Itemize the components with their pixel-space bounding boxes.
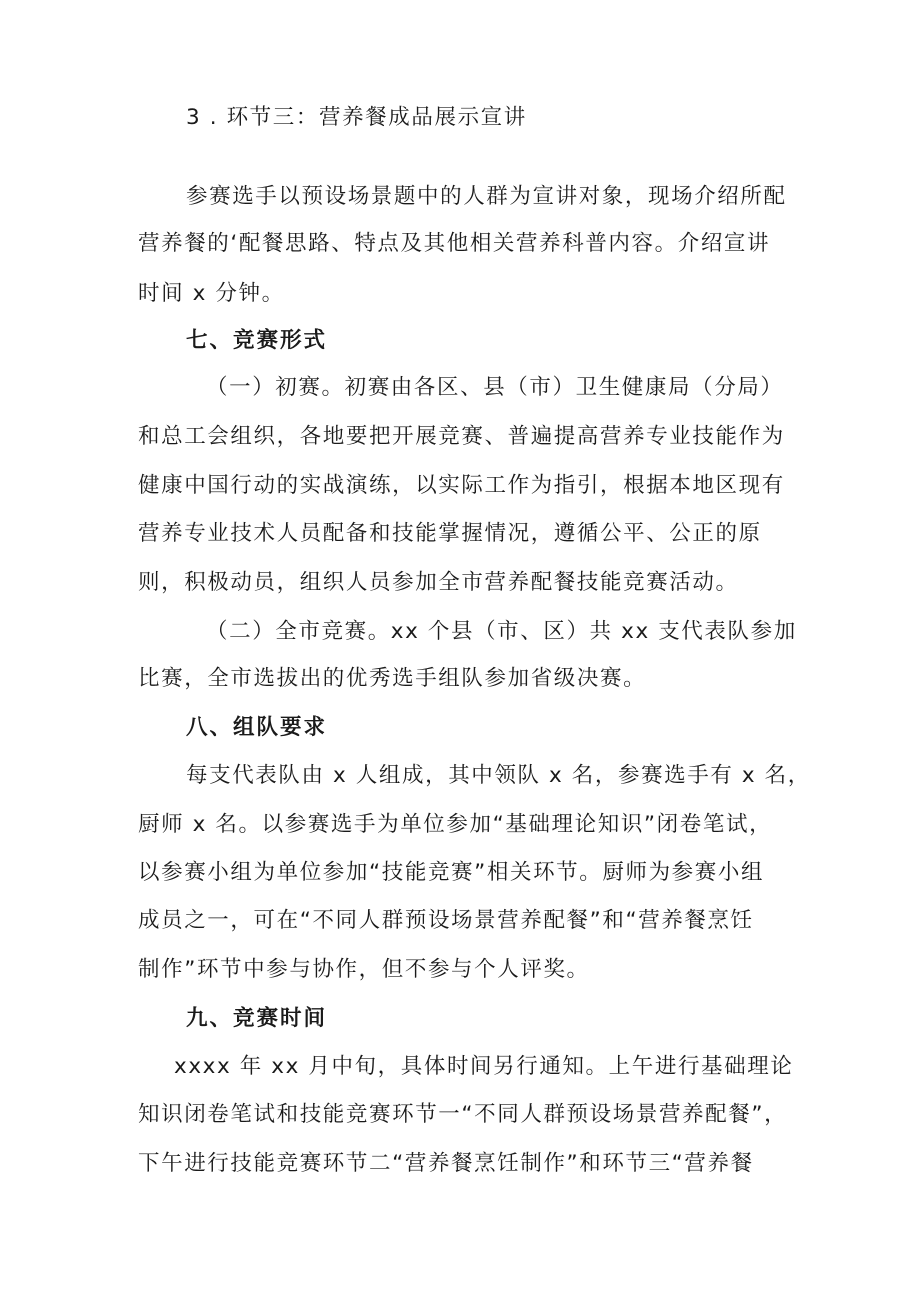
- section-8-title: 八、组队要求: [186, 715, 328, 740]
- paragraph-line: 下午进行技能竞赛环节二“营养餐烹饪制作”和环节三“营养餐: [138, 1151, 754, 1176]
- section-7-title: 七、竞赛形式: [186, 328, 328, 353]
- paragraph-line: 制作”环节中参与协作，但不参与个人评奖。: [138, 957, 590, 982]
- paragraph-line: 健康中国行动的实战演练，以实际工作为指引，根据本地区现有: [138, 473, 785, 498]
- paragraph-line: （一）初赛。初赛由各区、县（市）卫生健康局（分局）: [206, 375, 784, 400]
- paragraph-line: 每支代表队由 x 人组成，其中领队 x 名，参赛选手有 x 名，: [186, 763, 811, 788]
- paragraph-line: 成员之一，可在“不同人群预设场景营养配餐”和“营养餐烹饪: [138, 908, 754, 933]
- paragraph-line: 比赛，全市选拔出的优秀选手组队参加省级决赛。: [138, 666, 647, 691]
- paragraph-line: 则，积极动员，组织人员参加全市营养配餐技能竞赛活动。: [138, 570, 739, 595]
- paragraph-line: xxxx 年 xx 月中旬，具体时间另行通知。上午进行基础理论: [174, 1054, 794, 1079]
- paragraph-line: 参赛选手以预设场景题中的人群为宣讲对象，现场介绍所配: [186, 184, 787, 209]
- paragraph-line: 营养餐的‘配餐思路、特点及其他相关营养科普内容。介绍宣讲: [138, 231, 771, 256]
- paragraph-line: 厨师 x 名。以参赛选手为单位参加“基础理论知识”闭卷笔试，: [138, 812, 773, 837]
- paragraph-line: 营养专业技术人员配备和技能掌握情况，遵循公平、公正的原: [138, 521, 762, 546]
- paragraph-line: （二）全市竞赛。xx 个县（市、区）共 xx 支代表队参加: [206, 619, 797, 644]
- section-9-title: 九、竞赛时间: [186, 1006, 328, 1031]
- paragraph-line: 和总工会组织，各地要把开展竞赛、普遍提高营养专业技能作为: [138, 424, 785, 449]
- paragraph-line: 以参赛小组为单位参加“技能竞赛”相关环节。厨师为参赛小组: [138, 860, 765, 885]
- paragraph-line: 时间 x 分钟。: [138, 281, 285, 306]
- paragraph-line: 知识闭卷笔试和技能竞赛环节一“不同人群预设场景营养配餐”，: [138, 1102, 788, 1127]
- sub-heading-3: 3 . 环节三：营养餐成品展示宣讲: [186, 105, 527, 130]
